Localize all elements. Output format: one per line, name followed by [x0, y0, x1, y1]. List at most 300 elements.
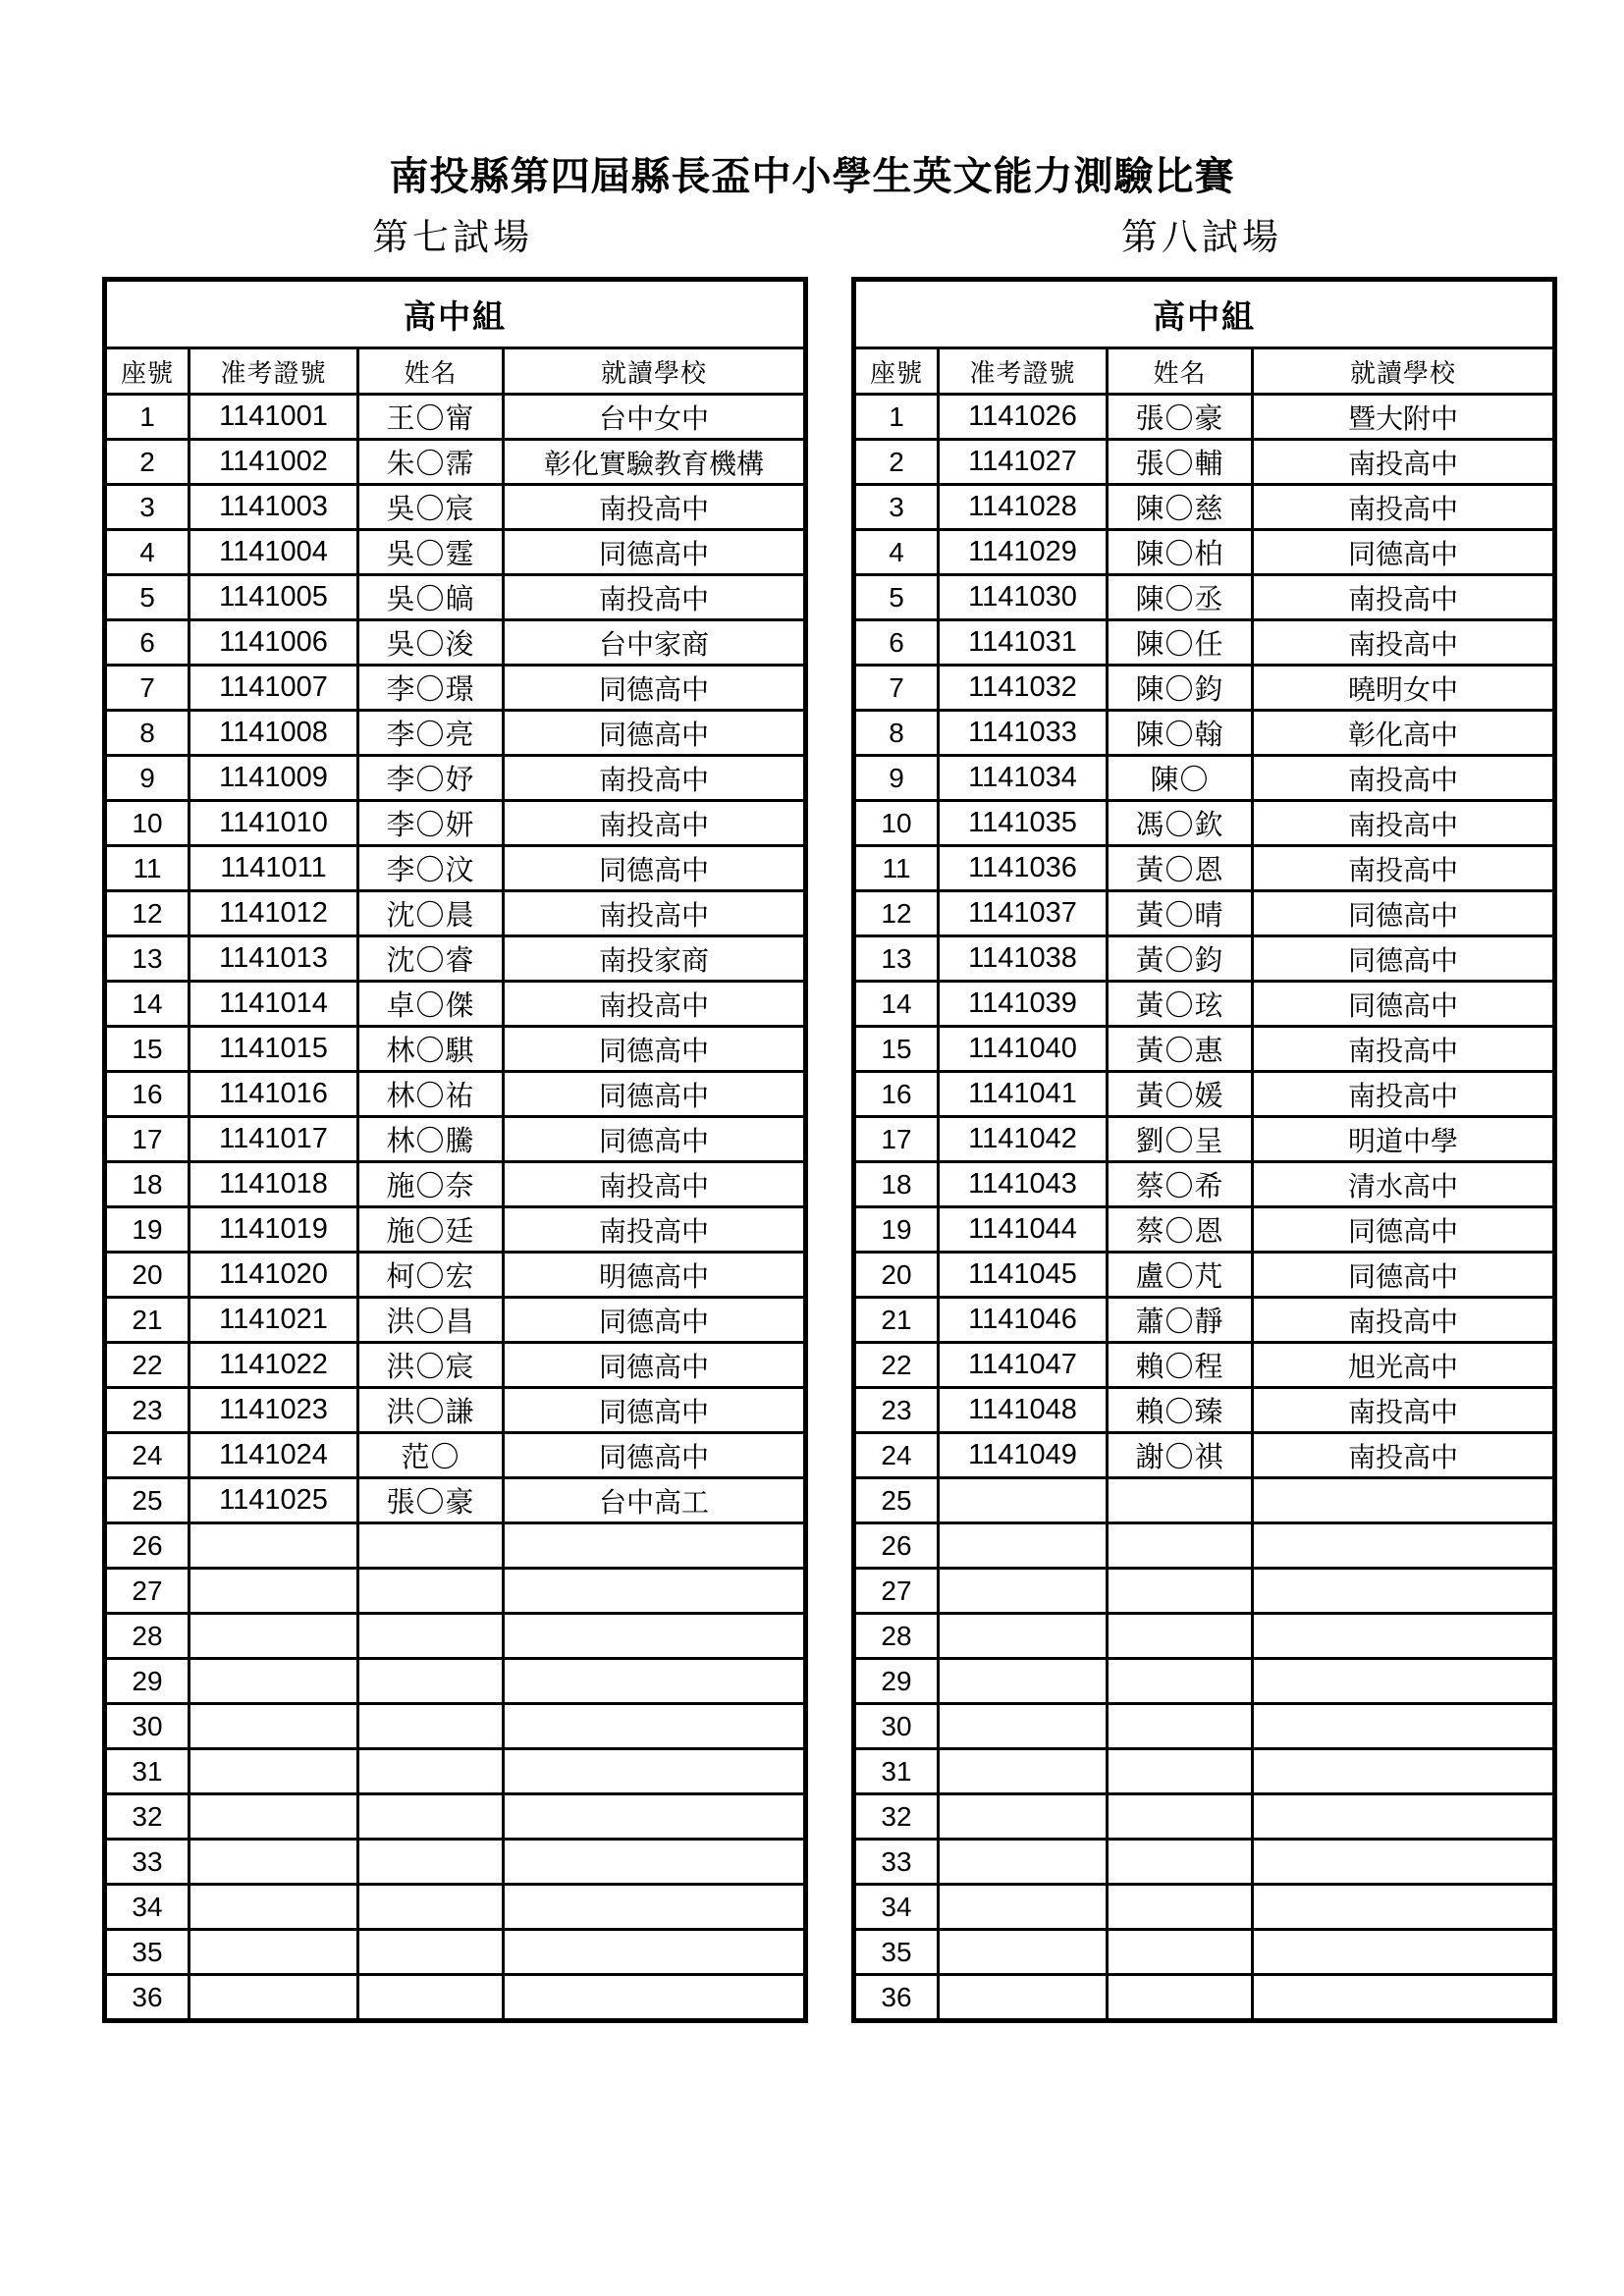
id-cell: 1141019 [189, 1207, 358, 1253]
seat-cell: 21 [854, 1298, 939, 1343]
table-row [105, 1207, 806, 1253]
name-cell [358, 1659, 504, 1704]
id-cell [939, 1478, 1108, 1523]
table-row [854, 1298, 1555, 1343]
school-cell [1253, 1885, 1555, 1930]
seat-cell: 19 [105, 1207, 189, 1253]
table-row [854, 1433, 1555, 1478]
school-cell: 同德高中 [1253, 891, 1555, 936]
school-cell: 南投高中 [1253, 620, 1555, 666]
school-cell: 台中女中 [504, 395, 806, 440]
table-row [854, 1207, 1555, 1253]
name-cell [1108, 1704, 1253, 1749]
id-cell [939, 1930, 1108, 1975]
name-cell [358, 1885, 504, 1930]
school-cell: 南投高中 [1253, 1072, 1555, 1117]
seat-cell: 22 [105, 1343, 189, 1388]
column-header-seat: 座號 [105, 348, 189, 395]
school-cell [504, 1614, 806, 1659]
table-row [105, 936, 806, 982]
id-cell: 1141010 [189, 801, 358, 846]
id-cell: 1141026 [939, 395, 1108, 440]
seat-cell: 28 [105, 1614, 189, 1659]
id-cell: 1141009 [189, 756, 358, 801]
table-row [105, 1072, 806, 1117]
name-cell: 林〇騰 [358, 1117, 504, 1162]
seat-cell: 12 [854, 891, 939, 936]
table-row [854, 1162, 1555, 1207]
group-header-row [105, 280, 806, 348]
table-row [105, 1659, 806, 1704]
name-cell: 洪〇謙 [358, 1388, 504, 1433]
school-cell [504, 1659, 806, 1704]
school-cell: 南投高中 [1253, 801, 1555, 846]
table-row [105, 1930, 806, 1975]
column-header-seat: 座號 [854, 348, 939, 395]
id-cell [939, 1840, 1108, 1885]
name-cell: 洪〇昌 [358, 1298, 504, 1343]
id-cell: 1141021 [189, 1298, 358, 1343]
seat-cell: 25 [105, 1478, 189, 1523]
name-cell: 黃〇惠 [1108, 1027, 1253, 1072]
id-cell: 1141034 [939, 756, 1108, 801]
table-row [854, 1027, 1555, 1072]
id-cell: 1141008 [189, 711, 358, 756]
name-cell [358, 1975, 504, 2021]
name-cell: 馮〇欽 [1108, 801, 1253, 846]
seat-cell: 13 [854, 936, 939, 982]
id-cell: 1141016 [189, 1072, 358, 1117]
table-row [105, 1253, 806, 1298]
id-cell: 1141036 [939, 846, 1108, 891]
table-row [105, 1162, 806, 1207]
id-cell [939, 1975, 1108, 2021]
table-row [105, 1478, 806, 1523]
name-cell: 朱〇霈 [358, 440, 504, 485]
table-row [105, 846, 806, 891]
school-cell: 同德高中 [504, 846, 806, 891]
seat-cell: 10 [854, 801, 939, 846]
name-cell [358, 1614, 504, 1659]
table-row [854, 1253, 1555, 1298]
school-cell [1253, 1523, 1555, 1569]
id-cell: 1141046 [939, 1298, 1108, 1343]
table-row [105, 1117, 806, 1162]
id-cell: 1141002 [189, 440, 358, 485]
table-row [854, 1614, 1555, 1659]
seat-cell: 23 [105, 1388, 189, 1433]
school-cell: 旭光高中 [1253, 1343, 1555, 1388]
school-cell: 明道中學 [1253, 1117, 1555, 1162]
seat-cell: 8 [854, 711, 939, 756]
name-cell [1108, 1975, 1253, 2021]
name-cell [1108, 1659, 1253, 1704]
school-cell: 同德高中 [1253, 936, 1555, 982]
seat-cell: 30 [105, 1704, 189, 1749]
school-cell [1253, 1569, 1555, 1614]
table-row [105, 485, 806, 530]
seat-cell: 20 [854, 1253, 939, 1298]
name-cell [358, 1930, 504, 1975]
school-cell: 南投高中 [1253, 846, 1555, 891]
seat-cell: 3 [854, 485, 939, 530]
school-cell: 南投高中 [1253, 1433, 1555, 1478]
school-cell: 同德高中 [504, 1117, 806, 1162]
seat-cell: 32 [854, 1794, 939, 1840]
table-row [105, 1027, 806, 1072]
name-cell: 黃〇晴 [1108, 891, 1253, 936]
id-cell: 1141043 [939, 1162, 1108, 1207]
table-row [854, 1343, 1555, 1388]
name-cell [358, 1704, 504, 1749]
page-title: 南投縣第四屆縣長盃中小學生英文能力測驗比賽 [389, 155, 1235, 198]
seat-cell: 19 [854, 1207, 939, 1253]
table-row [105, 1388, 806, 1433]
seat-cell: 4 [105, 530, 189, 575]
name-cell: 洪〇宸 [358, 1343, 504, 1388]
name-cell [358, 1569, 504, 1614]
id-cell [189, 1569, 358, 1614]
id-cell [939, 1614, 1108, 1659]
seat-cell: 23 [854, 1388, 939, 1433]
seat-cell: 18 [105, 1162, 189, 1207]
seat-cell: 6 [854, 620, 939, 666]
table-row [854, 1930, 1555, 1975]
table-row [854, 530, 1555, 575]
seat-cell: 33 [854, 1840, 939, 1885]
room-title-left: 第七試場 [372, 217, 533, 257]
roster-table-right [851, 277, 1557, 2023]
id-cell: 1141007 [189, 666, 358, 711]
seat-cell: 33 [105, 1840, 189, 1885]
table-row [854, 982, 1555, 1027]
school-cell [1253, 1794, 1555, 1840]
school-cell: 台中高工 [504, 1478, 806, 1523]
id-cell: 1141022 [189, 1343, 358, 1388]
id-cell [189, 1975, 358, 2021]
seat-cell: 20 [105, 1253, 189, 1298]
id-cell: 1141040 [939, 1027, 1108, 1072]
column-header-name: 姓名 [1108, 348, 1253, 395]
table-row [105, 1298, 806, 1343]
seat-cell: 9 [105, 756, 189, 801]
id-cell: 1141027 [939, 440, 1108, 485]
id-cell: 1141028 [939, 485, 1108, 530]
seat-cell: 15 [105, 1027, 189, 1072]
name-cell: 張〇豪 [358, 1478, 504, 1523]
group-header: 高中組 [854, 280, 1555, 348]
school-cell: 南投高中 [1253, 575, 1555, 620]
seat-cell: 31 [854, 1749, 939, 1794]
id-cell: 1141015 [189, 1027, 358, 1072]
seat-cell: 7 [854, 666, 939, 711]
id-cell [189, 1930, 358, 1975]
table-row [105, 1749, 806, 1794]
name-cell: 李〇汶 [358, 846, 504, 891]
column-header-school: 就讀學校 [1253, 348, 1555, 395]
school-cell: 同德高中 [504, 1027, 806, 1072]
name-cell [1108, 1523, 1253, 1569]
name-cell: 陳〇慈 [1108, 485, 1253, 530]
name-cell [358, 1749, 504, 1794]
column-header-school: 就讀學校 [504, 348, 806, 395]
school-cell [504, 1885, 806, 1930]
table-row [854, 1749, 1555, 1794]
id-cell: 1141014 [189, 982, 358, 1027]
id-cell: 1141029 [939, 530, 1108, 575]
name-cell: 陳〇丞 [1108, 575, 1253, 620]
column-header-id: 准考證號 [939, 348, 1108, 395]
seat-cell: 2 [105, 440, 189, 485]
id-cell [939, 1523, 1108, 1569]
school-cell [504, 1840, 806, 1885]
seat-cell: 27 [854, 1569, 939, 1614]
table-row [854, 666, 1555, 711]
school-cell [504, 1704, 806, 1749]
name-cell: 沈〇晨 [358, 891, 504, 936]
name-cell: 陳〇鈞 [1108, 666, 1253, 711]
school-cell [1253, 1659, 1555, 1704]
table-row [105, 1975, 806, 2021]
seat-cell: 13 [105, 936, 189, 982]
id-cell [939, 1794, 1108, 1840]
name-cell [358, 1840, 504, 1885]
table-row [105, 801, 806, 846]
seat-cell: 31 [105, 1749, 189, 1794]
school-cell [504, 1794, 806, 1840]
id-cell: 1141023 [189, 1388, 358, 1433]
name-cell: 柯〇宏 [358, 1253, 504, 1298]
name-cell: 蕭〇靜 [1108, 1298, 1253, 1343]
school-cell: 南投高中 [504, 756, 806, 801]
school-cell [1253, 1930, 1555, 1975]
school-cell: 彰化實驗教育機構 [504, 440, 806, 485]
name-cell: 李〇亮 [358, 711, 504, 756]
seat-cell: 27 [105, 1569, 189, 1614]
school-cell: 南投高中 [504, 982, 806, 1027]
id-cell: 1141041 [939, 1072, 1108, 1117]
id-cell: 1141030 [939, 575, 1108, 620]
seat-cell: 5 [105, 575, 189, 620]
seat-cell: 17 [105, 1117, 189, 1162]
name-cell: 吳〇霆 [358, 530, 504, 575]
id-cell: 1141042 [939, 1117, 1108, 1162]
school-cell: 南投高中 [1253, 756, 1555, 801]
seat-cell: 14 [105, 982, 189, 1027]
table-row [854, 891, 1555, 936]
id-cell: 1141012 [189, 891, 358, 936]
school-cell: 同德高中 [504, 1343, 806, 1388]
name-cell: 陳〇柏 [1108, 530, 1253, 575]
school-cell: 同德高中 [1253, 1253, 1555, 1298]
school-cell: 南投高中 [504, 1162, 806, 1207]
id-cell [939, 1704, 1108, 1749]
seat-cell: 5 [854, 575, 939, 620]
id-cell: 1141006 [189, 620, 358, 666]
seat-cell: 16 [105, 1072, 189, 1117]
table-row [854, 1478, 1555, 1523]
name-cell: 范〇 [358, 1433, 504, 1478]
room-title-right: 第八試場 [1121, 217, 1282, 257]
name-cell: 施〇廷 [358, 1207, 504, 1253]
id-cell [189, 1749, 358, 1794]
table-row [854, 801, 1555, 846]
seat-cell: 35 [854, 1930, 939, 1975]
name-cell: 蔡〇恩 [1108, 1207, 1253, 1253]
school-cell: 同德高中 [504, 711, 806, 756]
table-row [854, 711, 1555, 756]
name-cell: 黃〇媛 [1108, 1072, 1253, 1117]
seat-cell: 32 [105, 1794, 189, 1840]
table-row [105, 530, 806, 575]
name-cell [1108, 1794, 1253, 1840]
group-header-row [854, 280, 1555, 348]
school-cell: 南投高中 [1253, 485, 1555, 530]
school-cell: 南投高中 [504, 485, 806, 530]
column-header-row [854, 348, 1555, 395]
id-cell: 1141024 [189, 1433, 358, 1478]
id-cell: 1141033 [939, 711, 1108, 756]
id-cell [939, 1569, 1108, 1614]
column-header-name: 姓名 [358, 348, 504, 395]
seat-cell: 9 [854, 756, 939, 801]
name-cell [1108, 1614, 1253, 1659]
id-cell: 1141003 [189, 485, 358, 530]
name-cell: 吳〇皜 [358, 575, 504, 620]
seat-cell: 28 [854, 1614, 939, 1659]
school-cell: 南投高中 [1253, 1388, 1555, 1433]
table-row [854, 575, 1555, 620]
seat-cell: 10 [105, 801, 189, 846]
table-row [854, 1840, 1555, 1885]
school-cell [504, 1523, 806, 1569]
seat-cell: 29 [854, 1659, 939, 1704]
table-row [105, 891, 806, 936]
id-cell [189, 1523, 358, 1569]
school-cell: 南投高中 [504, 891, 806, 936]
id-cell: 1141038 [939, 936, 1108, 982]
table-row [105, 1433, 806, 1478]
id-cell [939, 1885, 1108, 1930]
school-cell: 南投家商 [504, 936, 806, 982]
id-cell: 1141049 [939, 1433, 1108, 1478]
name-cell: 林〇騏 [358, 1027, 504, 1072]
table-row [105, 1523, 806, 1569]
name-cell: 陳〇任 [1108, 620, 1253, 666]
table-row [105, 1794, 806, 1840]
id-cell: 1141031 [939, 620, 1108, 666]
seat-cell: 35 [105, 1930, 189, 1975]
id-cell [939, 1659, 1108, 1704]
seat-cell: 26 [854, 1523, 939, 1569]
school-cell [1253, 1975, 1555, 2021]
table-row [105, 1840, 806, 1885]
name-cell: 蔡〇希 [1108, 1162, 1253, 1207]
seat-cell: 2 [854, 440, 939, 485]
id-cell: 1141017 [189, 1117, 358, 1162]
seat-cell: 1 [105, 395, 189, 440]
seat-cell: 11 [105, 846, 189, 891]
name-cell [1108, 1840, 1253, 1885]
seat-cell: 36 [105, 1975, 189, 2021]
school-cell: 同德高中 [1253, 982, 1555, 1027]
table-row [854, 1704, 1555, 1749]
name-cell [1108, 1749, 1253, 1794]
school-cell: 南投高中 [1253, 440, 1555, 485]
id-cell: 1141045 [939, 1253, 1108, 1298]
group-header: 高中組 [105, 280, 806, 348]
name-cell: 陳〇 [1108, 756, 1253, 801]
name-cell: 張〇輔 [1108, 440, 1253, 485]
school-cell: 同德高中 [504, 1388, 806, 1433]
table-row [105, 1614, 806, 1659]
name-cell: 吳〇浚 [358, 620, 504, 666]
name-cell: 劉〇呈 [1108, 1117, 1253, 1162]
school-cell: 同德高中 [504, 666, 806, 711]
seat-cell: 21 [105, 1298, 189, 1343]
name-cell: 賴〇臻 [1108, 1388, 1253, 1433]
table-row [854, 485, 1555, 530]
table-row [854, 1072, 1555, 1117]
id-cell: 1141039 [939, 982, 1108, 1027]
seat-cell: 18 [854, 1162, 939, 1207]
seat-cell: 26 [105, 1523, 189, 1569]
id-cell [189, 1885, 358, 1930]
table-row [105, 666, 806, 711]
id-cell [189, 1704, 358, 1749]
school-cell: 台中家商 [504, 620, 806, 666]
name-cell: 李〇妍 [358, 801, 504, 846]
id-cell: 1141048 [939, 1388, 1108, 1433]
school-cell: 同德高中 [1253, 530, 1555, 575]
school-cell [1253, 1840, 1555, 1885]
name-cell [1108, 1885, 1253, 1930]
seat-cell: 12 [105, 891, 189, 936]
seat-cell: 24 [105, 1433, 189, 1478]
table-row [854, 1388, 1555, 1433]
seat-cell: 11 [854, 846, 939, 891]
table-row [854, 395, 1555, 440]
name-cell [1108, 1478, 1253, 1523]
table-row [854, 620, 1555, 666]
seat-cell: 8 [105, 711, 189, 756]
table-row [105, 1569, 806, 1614]
name-cell [1108, 1930, 1253, 1975]
table-row [105, 756, 806, 801]
table-row [854, 756, 1555, 801]
id-cell: 1141035 [939, 801, 1108, 846]
school-cell: 南投高中 [1253, 1027, 1555, 1072]
seat-cell: 25 [854, 1478, 939, 1523]
id-cell: 1141032 [939, 666, 1108, 711]
id-cell [189, 1614, 358, 1659]
seat-cell: 34 [854, 1885, 939, 1930]
school-cell: 明德高中 [504, 1253, 806, 1298]
column-header-row [105, 348, 806, 395]
seat-cell: 3 [105, 485, 189, 530]
name-cell: 黃〇玹 [1108, 982, 1253, 1027]
table-row [854, 440, 1555, 485]
school-cell [504, 1975, 806, 2021]
seat-cell: 29 [105, 1659, 189, 1704]
seat-cell: 34 [105, 1885, 189, 1930]
school-cell: 清水高中 [1253, 1162, 1555, 1207]
name-cell: 吳〇宸 [358, 485, 504, 530]
school-cell [504, 1749, 806, 1794]
table-row [854, 1117, 1555, 1162]
school-cell [1253, 1614, 1555, 1659]
school-cell: 同德高中 [504, 1433, 806, 1478]
